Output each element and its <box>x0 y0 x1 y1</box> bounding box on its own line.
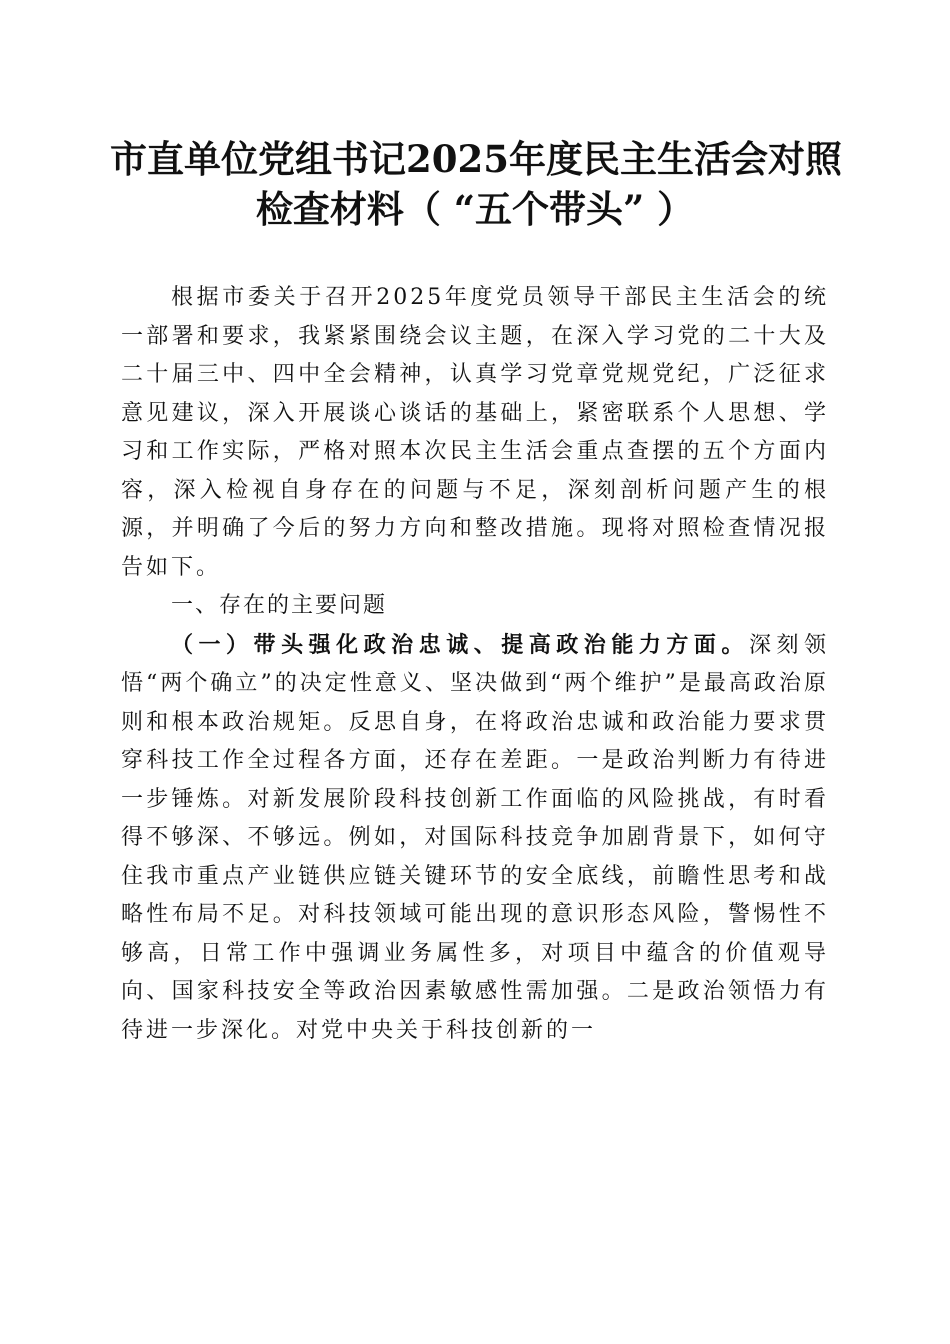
subsection-text: 深刻领悟“两个确立”的决定性意义、坚决做到“两个维护”是最高政治原则和根本政治规矩。反思自身，在将政治忠诚和政治能力要求贯穿科技工作全过程各方面，还存在差距。一是政治判断力有待进一步锤炼。对新发展阶段科技创新工作面临的风险挑战，有时看得不够深、不够远。例如，对国际科技竞争加剧背景下，如何守住我市重点产业链供应链关键环节的安全底线，前瞻性思考和战略性布局不足。对科技领域可能出现的意识形态风险，警惕性不够高，日常工作中强调业务属性多，对项目中蕴含的价值观导向、国家科技安全等政治因素敏感性需加强。二是政治领悟力有待进一步深化。对党中央关于科技创新的一 <box>121 632 829 1043</box>
section-heading-problems: 一、存在的主要问题 <box>171 593 388 618</box>
document-body <box>121 279 829 1050</box>
intro-paragraph: 根据市委关于召开2025年度党员领导干部民主生活会的统一部署和要求，我紧紧围绕会议主题，在深入学习党的二十大及二十届三中、四中全会精神，认真学习党章党规党纪，广泛征求意见建议，深入开展谈心谈话的基础上，紧密联系个人思想、学习和工作实际，严格对照本次民主生活会重点查摆的五个方面内容，深入检视自身存在的问题与不足，深刻剖析问题产生的根源，并明确了今后的努力方向和整改措施。现将对照检查情况报告如下。 <box>121 285 829 580</box>
document-title <box>110 134 840 234</box>
subsection-heading-political-loyalty: （一）带头强化政治忠诚、提高政治能力方面。 <box>171 631 749 658</box>
title-line-2: 检查材料（ “五个带头” ） <box>255 187 695 231</box>
subsection-paragraph <box>121 626 829 1051</box>
title-line-1: 市直单位党组书记2025年度民主生活会对照 <box>110 137 842 181</box>
